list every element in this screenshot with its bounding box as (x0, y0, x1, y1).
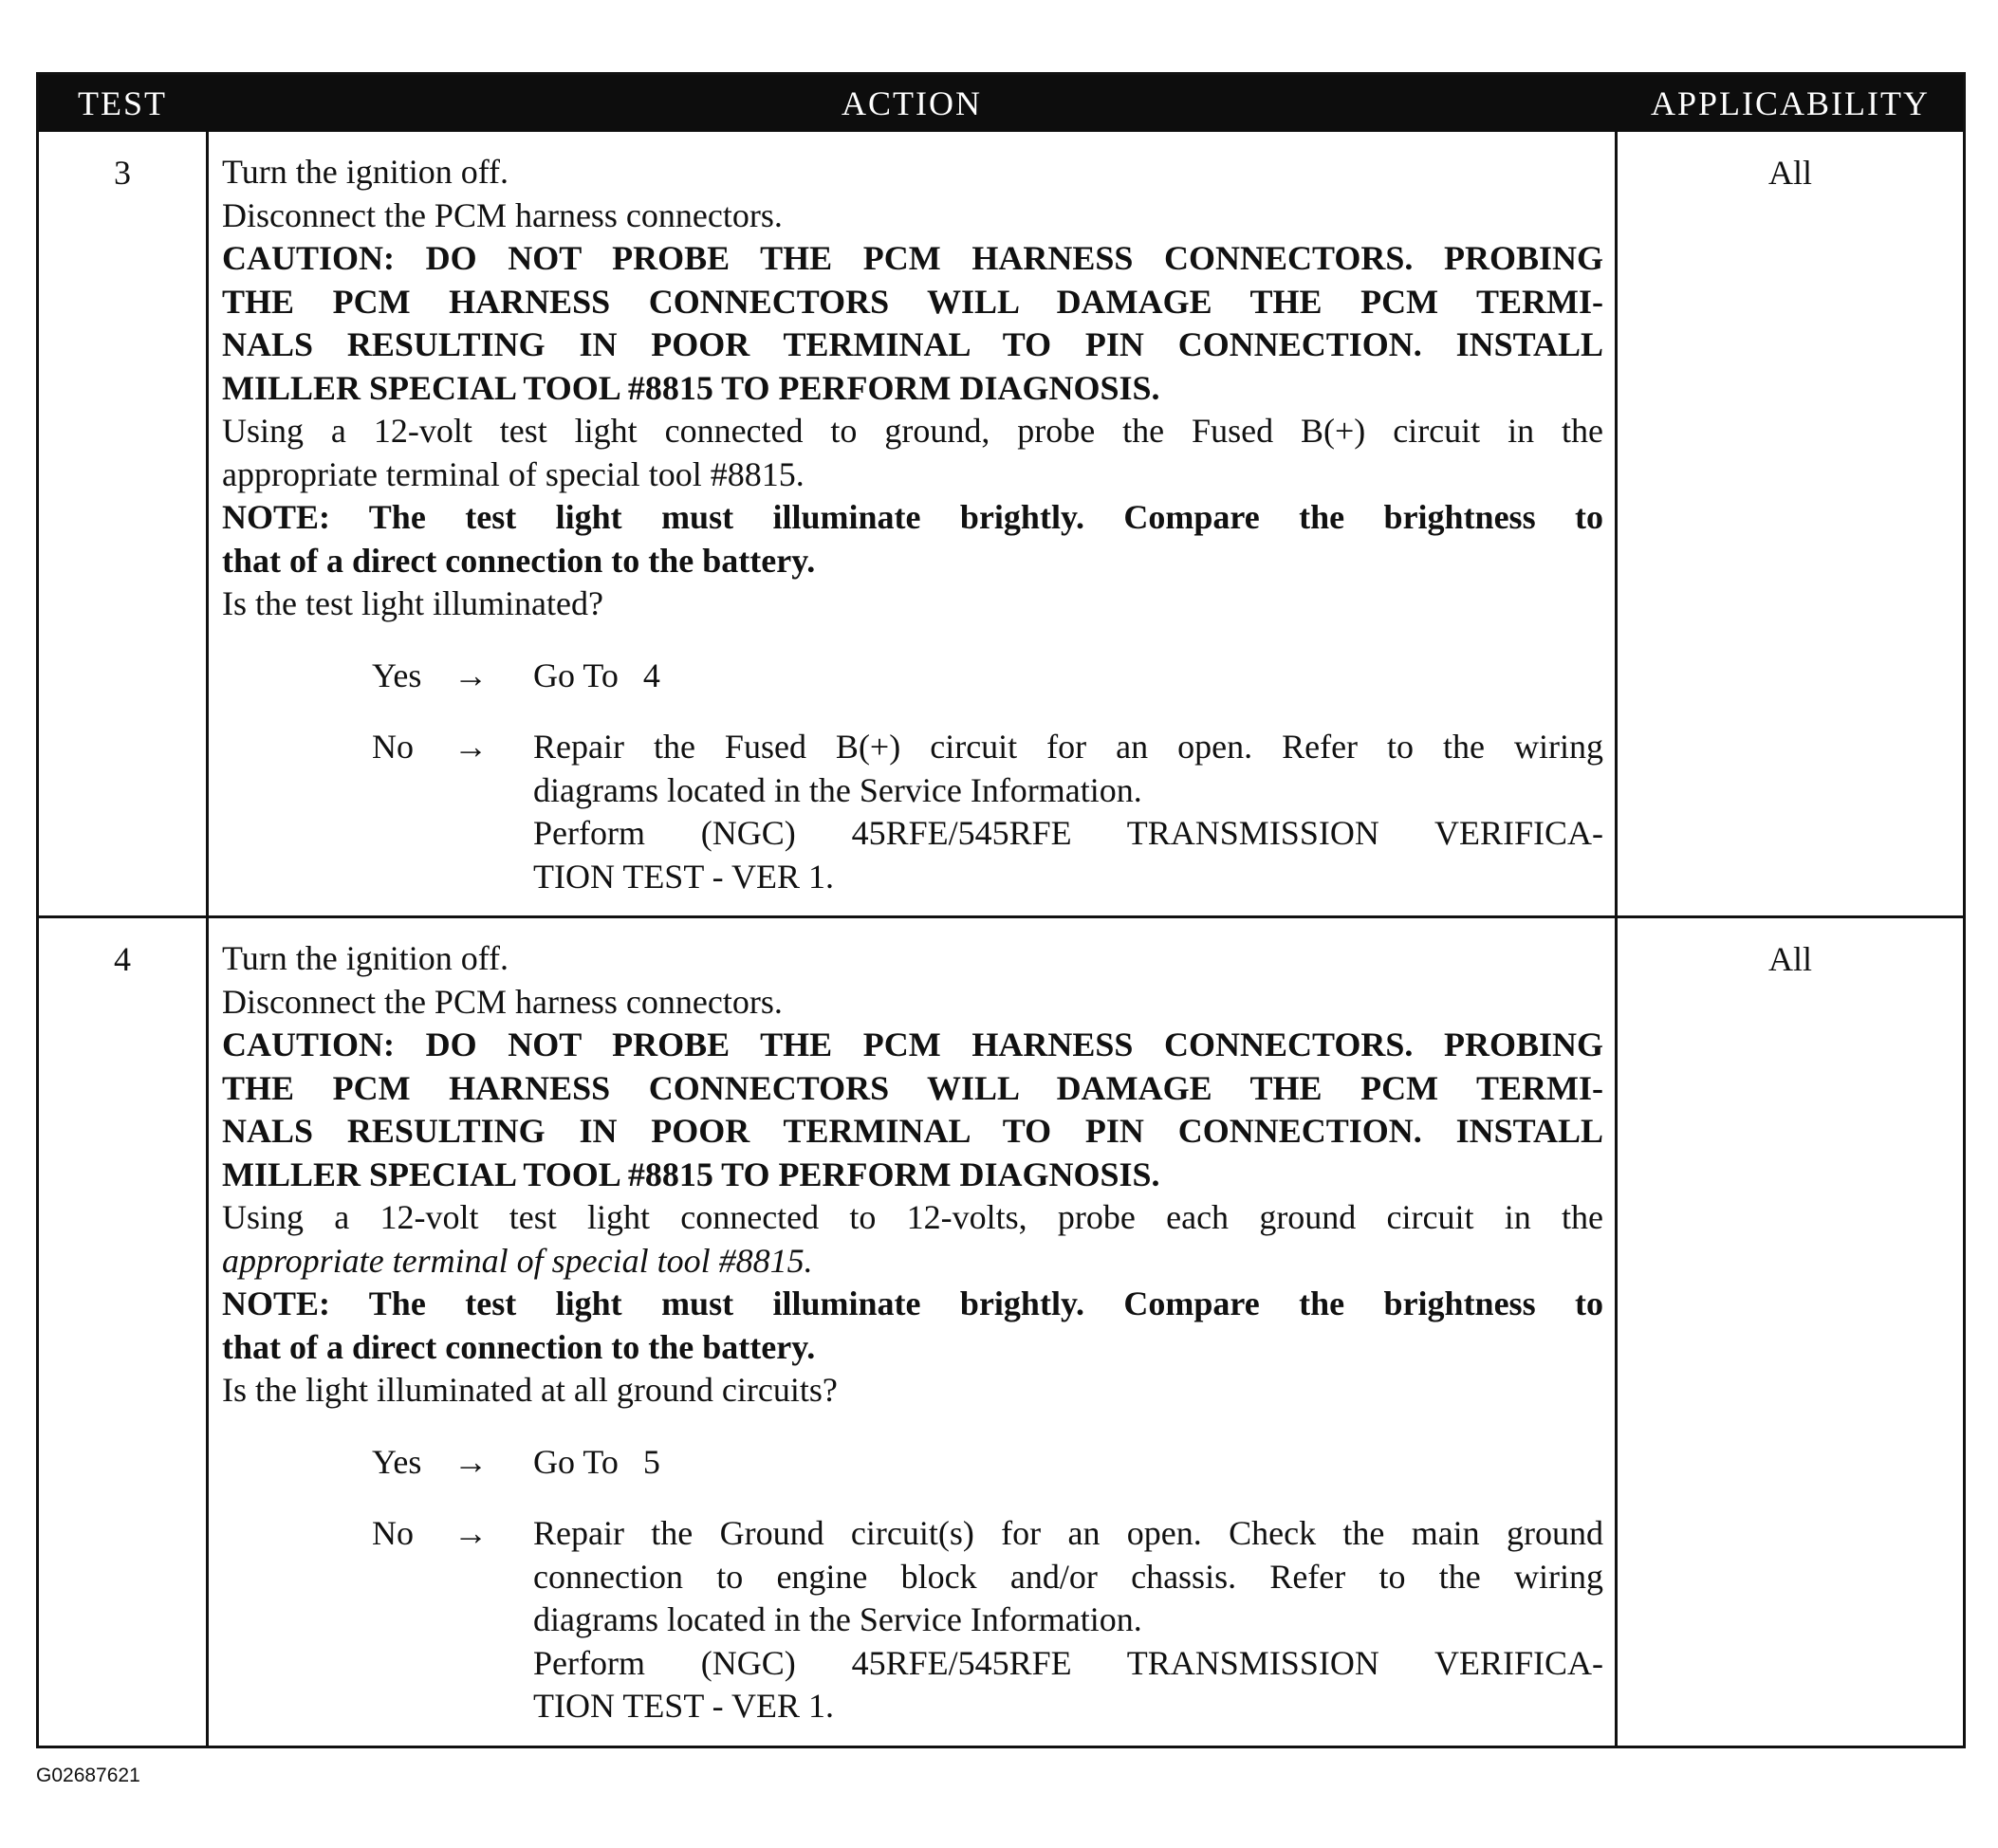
arrow-icon: → (453, 1442, 488, 1481)
question-text: Is the test light illuminated? (222, 584, 603, 622)
note-line: that of a direct connection to the battery. (222, 1327, 816, 1366)
arrow-icon: → (453, 656, 488, 694)
applicability-value: All (1767, 940, 1812, 978)
no-action-line: Repair the Fused B(+) circuit for an open. Refer to the wiring (533, 728, 1603, 766)
no-action-line: Repair the Ground circuit(s) for an open. Check the main ground (533, 1514, 1603, 1552)
result-yes (372, 1441, 1603, 1485)
action-step: Disconnect the PCM harness connectors. (222, 982, 783, 1021)
no-action-line: TION TEST - VER 1. (533, 1687, 835, 1725)
result-yes (372, 655, 1603, 698)
goto-text: Go To (533, 1442, 619, 1481)
yes-goto (533, 1441, 1603, 1485)
yes-label: Yes (372, 1442, 422, 1481)
no-action-line: diagrams located in the Service Information. (533, 770, 1142, 809)
table-header (39, 75, 1963, 132)
caution-block (222, 237, 1603, 410)
no-action-line: TION TEST - VER 1. (533, 857, 835, 896)
test-number: 4 (114, 940, 131, 978)
note-line: NOTE: The test light must illuminate brightly. Compare the brightness to (222, 1284, 1603, 1322)
instruction-line: Using a 12-volt test light connected to ground, probe the Fused B(+) circuit in the (222, 412, 1603, 450)
goto-number: 5 (642, 1442, 660, 1481)
no-action (533, 1512, 1603, 1728)
instruction-line: Using a 12-volt test light connected to 12-volts, probe each ground circuit in the (222, 1198, 1603, 1236)
header-action: ACTION (842, 84, 982, 122)
goto-number: 4 (642, 656, 660, 694)
note-block (222, 496, 1603, 582)
header-applicability: APPLICABILITY (1651, 84, 1930, 122)
note-line: NOTE: The test light must illuminate brightly. Compare the brightness to (222, 498, 1603, 536)
table-row (39, 915, 1963, 1746)
no-action-line: diagrams located in the Service Information. (533, 1600, 1142, 1638)
action-step: Turn the ignition off. (222, 153, 509, 191)
caution-line: CAUTION: DO NOT PROBE THE PCM HARNESS CONNECTORS. PROBING (222, 1026, 1603, 1063)
action-cell (206, 918, 1618, 1746)
question-text: Is the light illuminated at all ground circuits? (222, 1371, 838, 1409)
action-step: Turn the ignition off. (222, 939, 509, 977)
no-label: No (372, 728, 414, 766)
table-row (39, 132, 1963, 915)
no-action (533, 726, 1603, 898)
arrow-icon: → (453, 1514, 488, 1552)
instruction-line: appropriate terminal of special tool #8815. (222, 454, 805, 493)
note-block (222, 1283, 1603, 1369)
caution-line: THE PCM HARNESS CONNECTORS WILL DAMAGE THE PCM TERMI- (222, 1068, 1603, 1107)
header-test: TEST (78, 84, 167, 122)
action-step: Disconnect the PCM harness connectors. (222, 195, 783, 234)
no-action-line: Perform (NGC) 45RFE/545RFE TRANSMISSION VERIFICA- (533, 814, 1603, 852)
result-no (372, 726, 1603, 898)
note-line: that of a direct connection to the battery. (222, 541, 816, 580)
yes-label: Yes (372, 656, 422, 694)
caution-line: MILLER SPECIAL TOOL #8815 TO PERFORM DIAGNOSIS. (222, 368, 1160, 407)
caution-line: NALS RESULTING IN POOR TERMINAL TO PIN CONNECTION. INSTALL (222, 1112, 1603, 1150)
caution-line: MILLER SPECIAL TOOL #8815 TO PERFORM DIAGNOSIS. (222, 1155, 1160, 1193)
instruction-line: appropriate terminal of special tool #8815. (222, 1241, 813, 1280)
result-no (372, 1512, 1603, 1728)
applicability-value: All (1767, 154, 1812, 192)
figure-id: G02687621 (36, 1765, 140, 1786)
caution-line: THE PCM HARNESS CONNECTORS WILL DAMAGE THE PCM TERMI- (222, 282, 1603, 321)
diagnostic-table (36, 72, 1966, 1748)
caution-line: NALS RESULTING IN POOR TERMINAL TO PIN CONNECTION. INSTALL (222, 325, 1603, 363)
test-number: 3 (114, 154, 131, 192)
caution-line: CAUTION: DO NOT PROBE THE PCM HARNESS CONNECTORS. PROBING (222, 239, 1603, 277)
goto-text: Go To (533, 656, 619, 694)
action-cell (206, 132, 1618, 915)
no-action-line: connection to engine block and/or chassis. Refer to the wiring (533, 1557, 1603, 1596)
yes-goto (533, 655, 1603, 698)
caution-block (222, 1024, 1603, 1196)
arrow-icon: → (453, 728, 488, 766)
no-label: No (372, 1514, 414, 1552)
no-action-line: Perform (NGC) 45RFE/545RFE TRANSMISSION VERIFICA- (533, 1643, 1603, 1682)
